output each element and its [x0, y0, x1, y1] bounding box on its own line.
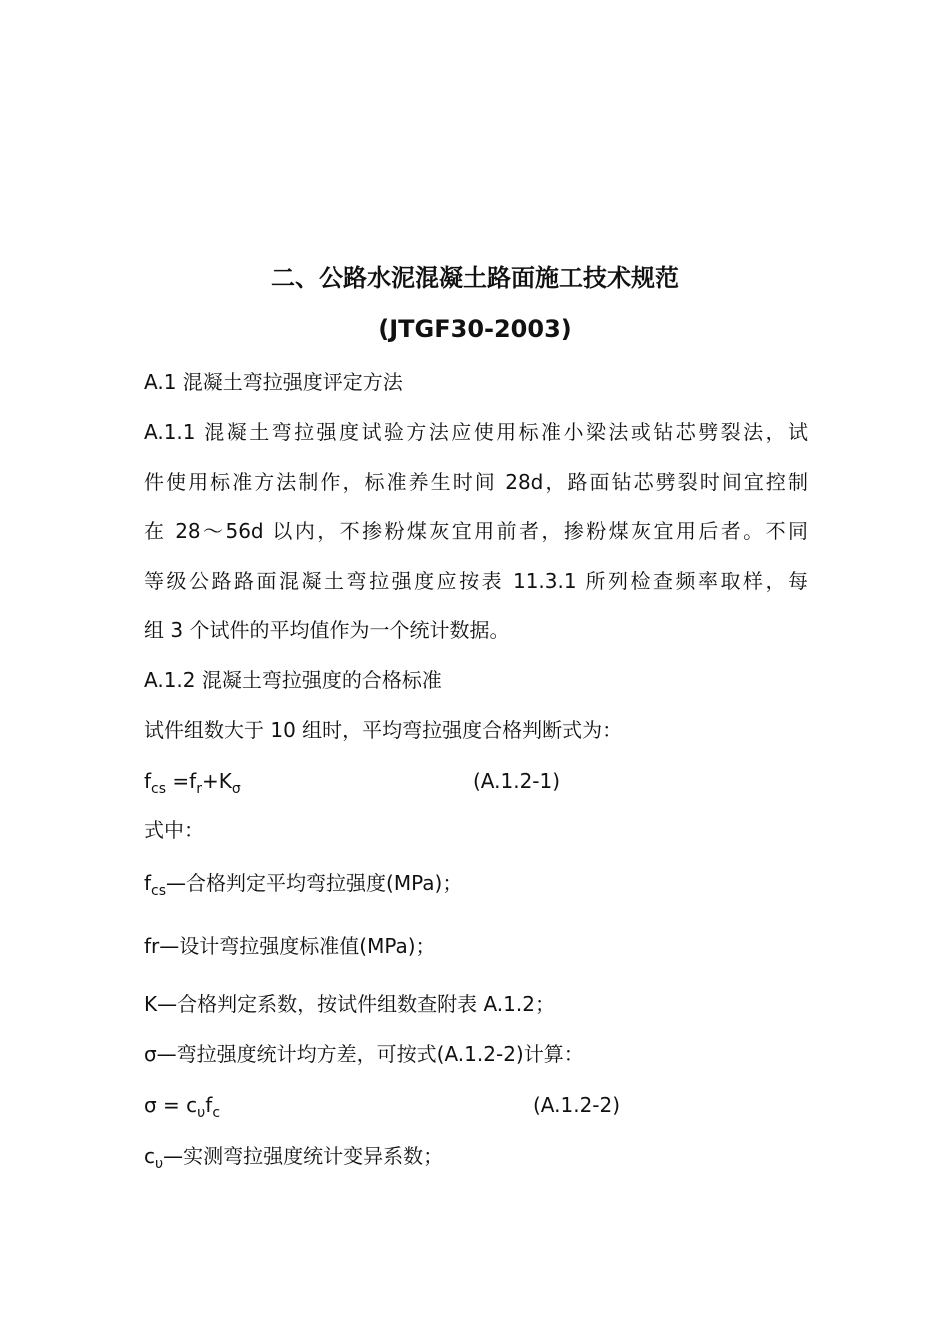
paragraph-line: 等级公路路面混凝土弯拉强度应按表 11.3.1 所列检查频率取样，每	[144, 568, 808, 593]
definition-fr: fr—设计弯拉强度标准值(MPa)；	[144, 934, 436, 958]
paragraph-line: 件使用标准方法制作，标准养生时间 28d，路面钻芯劈裂时间宜控制	[144, 469, 808, 494]
section-heading-a1: A.1 混凝土弯拉强度评定方法	[144, 370, 403, 394]
definition-sigma: σ—弯拉强度统计均方差，可按式(A.1.2-2)计算：	[144, 1042, 584, 1066]
definition-cv: $c_\upsilon—$实测弯拉强度统计变异系数；	[144, 1144, 444, 1172]
where-label: 式中：	[144, 818, 204, 842]
paragraph-line: 在 28～56d 以内，不掺粉煤灰宜用前者，掺粉煤灰宜用后者。不同	[144, 519, 808, 543]
paragraph-line: A.1.1 混凝土弯拉强度试验方法应使用标准小梁法或钻芯劈裂法，试	[144, 420, 808, 444]
section-heading-a12: A.1.2 混凝土弯拉强度的合格标准	[144, 668, 442, 692]
paragraph-a11	[144, 408, 808, 656]
definition-k: K—合格判定系数，按试件组数查附表 A.1.2；	[144, 992, 555, 1016]
equation-number-a122: (A.1.2-2)	[533, 1093, 621, 1117]
equation-number-a121: (A.1.2-1)	[473, 769, 561, 793]
document-subtitle: (JTGF30-2003)	[378, 315, 572, 343]
paragraph-line: 组 3 个试件的平均值作为一个统计数据。	[144, 618, 510, 642]
document-title: 二、公路水泥混凝土路面施工技术规范	[271, 264, 679, 292]
equation-a122: $\sigma = c_\upsilon f_c$	[144, 1093, 221, 1121]
equation-a121: $f_{cs} =f_r+K_\sigma$	[144, 769, 241, 797]
condition-text: 试件组数大于 10 组时，平均弯拉强度合格判断式为：	[144, 718, 623, 742]
definition-fcs: $f_{cs}—$合格判定平均弯拉强度(MPa)；	[144, 871, 463, 899]
